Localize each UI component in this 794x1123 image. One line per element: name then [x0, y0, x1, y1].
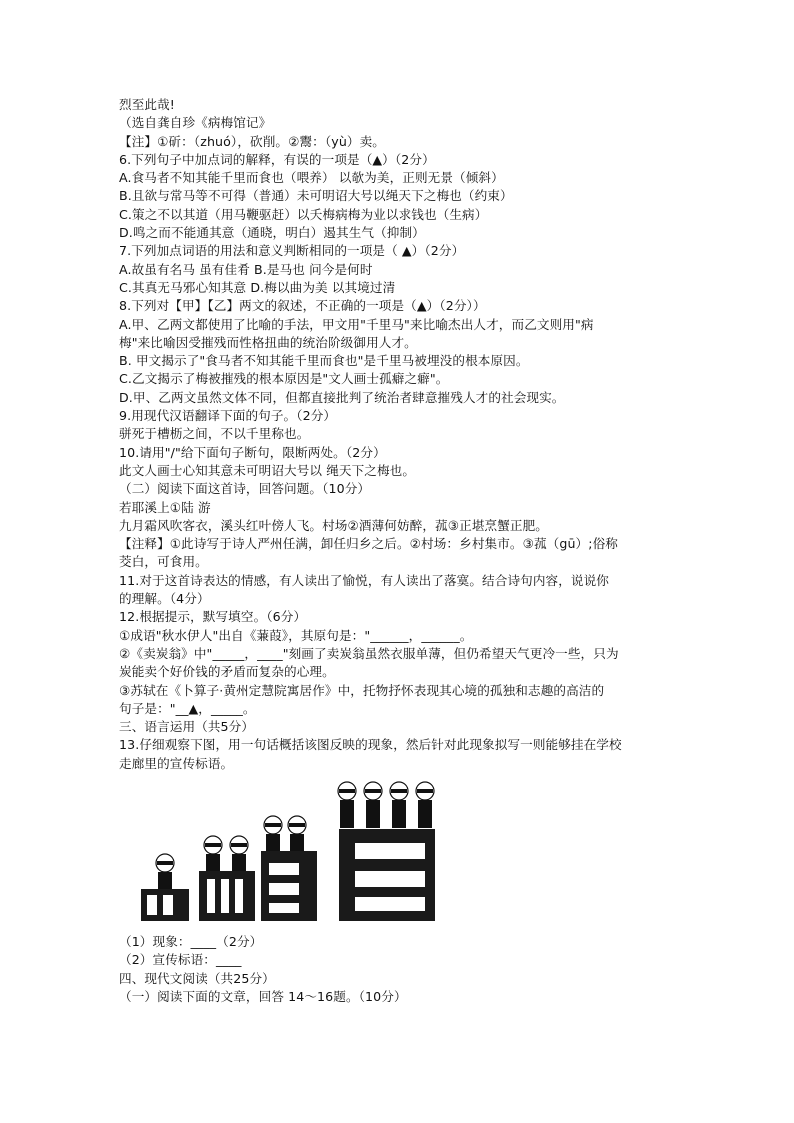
text-line: D.甲、乙两文虽然文体不同，但都直接批判了统治者肆意摧残人才的社会现实。 [119, 389, 565, 405]
text-line: 走廊里的宣传标语。 [119, 755, 234, 771]
text-line: 若耶溪上①陆 游 [119, 499, 211, 515]
text-line: A.故虽有名马 虽有佳肴 B.是马也 问今是何时 [119, 261, 373, 277]
text-line: 的理解。（4分） [119, 591, 210, 607]
text-line: （二）阅读下面这首诗，回答问题。（10分） [119, 481, 371, 497]
text-line: 句子是："__▲，_____。 [119, 700, 256, 716]
text-block-bottom [119, 933, 679, 1006]
text-line: B.且欲与常马等不可得（普通）未可明诏大号以绳天下之梅也（约束） [119, 188, 513, 204]
text-line: 9.用现代汉语翻译下面的句子。（2分） [119, 408, 337, 424]
text-line: 此文人画士心知其意未可明诏大号以 绳天下之梅也。 [119, 462, 416, 478]
text-line: A.甲、乙两文都使用了比喻的手法，甲文用"千里马"来比喻杰出人才，而乙文则用"病 [119, 316, 594, 332]
text-line: D.鸣之而不能通其意（通晓，明白）遏其生气（抑制） [119, 225, 425, 241]
text-line: C.乙文揭示了梅被摧残的根本原因是"文人画士孤癖之癖"。 [119, 371, 449, 387]
text-line: 【注释】①此诗写于诗人严州任满，卸任归乡之后。②村场：乡村集市。③菰（gū）;俗称 [119, 536, 618, 552]
text-line: 6.下列句子中加点词的解释，有误的一项是（▲）（2分） [119, 151, 435, 167]
exam-page [119, 96, 679, 1006]
text-line: C.策之不以其道（用马鞭驱赶）以夭梅病梅为业以求钱也（生病） [119, 206, 488, 222]
cartoon-figure [129, 779, 449, 929]
text-line: 12.根据提示，默写填空。（6分） [119, 609, 307, 625]
text-line: （选自龚自珍《病梅馆记》 [119, 115, 272, 131]
text-line: 茭白，可食用。 [119, 554, 208, 570]
text-line: ②《卖炭翁》中"_____，____"刻画了卖炭翁虽然衣服单薄，但仍希望天气更冷一些，只为 [119, 645, 619, 661]
text-line: 骈死于槽枥之间，不以千里称也。 [119, 426, 310, 442]
text-line: 7.下列加点词语的用法和意义判断相同的一项是（ ▲）（2分） [119, 243, 465, 259]
text-line: 11.对于这首诗表达的情感，有人读出了愉悦，有人读出了落寞。结合诗句内容，说说你 [119, 572, 609, 588]
text-line: 炭能卖个好价钱的矛盾而复杂的心理。 [119, 664, 335, 680]
text-line: 梅"来比喻因受摧残而性格扭曲的统治阶级御用人才。 [119, 334, 417, 350]
text-line: 10.请用"/"给下面句子断句，限断两处。（2分） [119, 444, 386, 460]
text-line: 【注】①斫：（zhuó），砍削。②鬻：（yù）卖。 [119, 133, 385, 149]
text-block-top [119, 96, 679, 773]
text-line: ①成语"秋水伊人"出自《蒹葭》，其原句是："______，______。 [119, 627, 473, 643]
text-line: 13.仔细观察下图，用一句话概括该图反映的现象，然后针对此现象拟写一则能够挂在学校 [119, 737, 622, 753]
text-line: 四、现代文阅读（共25分） [119, 970, 275, 986]
text-line: C.其真无马邪心知其意 D.梅以曲为美 以其境过清 [119, 279, 396, 295]
text-line: 烈至此哉! [119, 97, 175, 112]
cartoon-illustration [129, 779, 449, 929]
text-line: ③苏轼在《卜算子·黄州定慧院寓居作》中，托物抒怀表现其心境的孤独和志趣的高洁的 [119, 682, 605, 698]
text-line: 8.下列对【甲】【乙】两文的叙述，不正确的一项是（▲）（2分）） [119, 298, 486, 314]
text-line: （2）宣传标语：____ [119, 952, 242, 968]
text-line: （一）阅读下面的文章，回答 14～16题。（10分） [119, 988, 407, 1004]
text-line: （1）现象：____（2分） [119, 933, 263, 949]
text-line: 九月霜风吹客衣，溪头红叶傍人飞。村场②酒薄何妨醉，菰③正堪烹蟹正肥。 [119, 517, 548, 533]
text-line: A.食马者不知其能千里而食也（喂养） 以欹为美，正则无景（倾斜） [119, 170, 504, 186]
text-line: B. 甲文揭示了"食马者不知其能千里而食也"是千里马被埋没的根本原因。 [119, 353, 529, 369]
text-line: 三、语言运用（共5分） [119, 719, 255, 735]
